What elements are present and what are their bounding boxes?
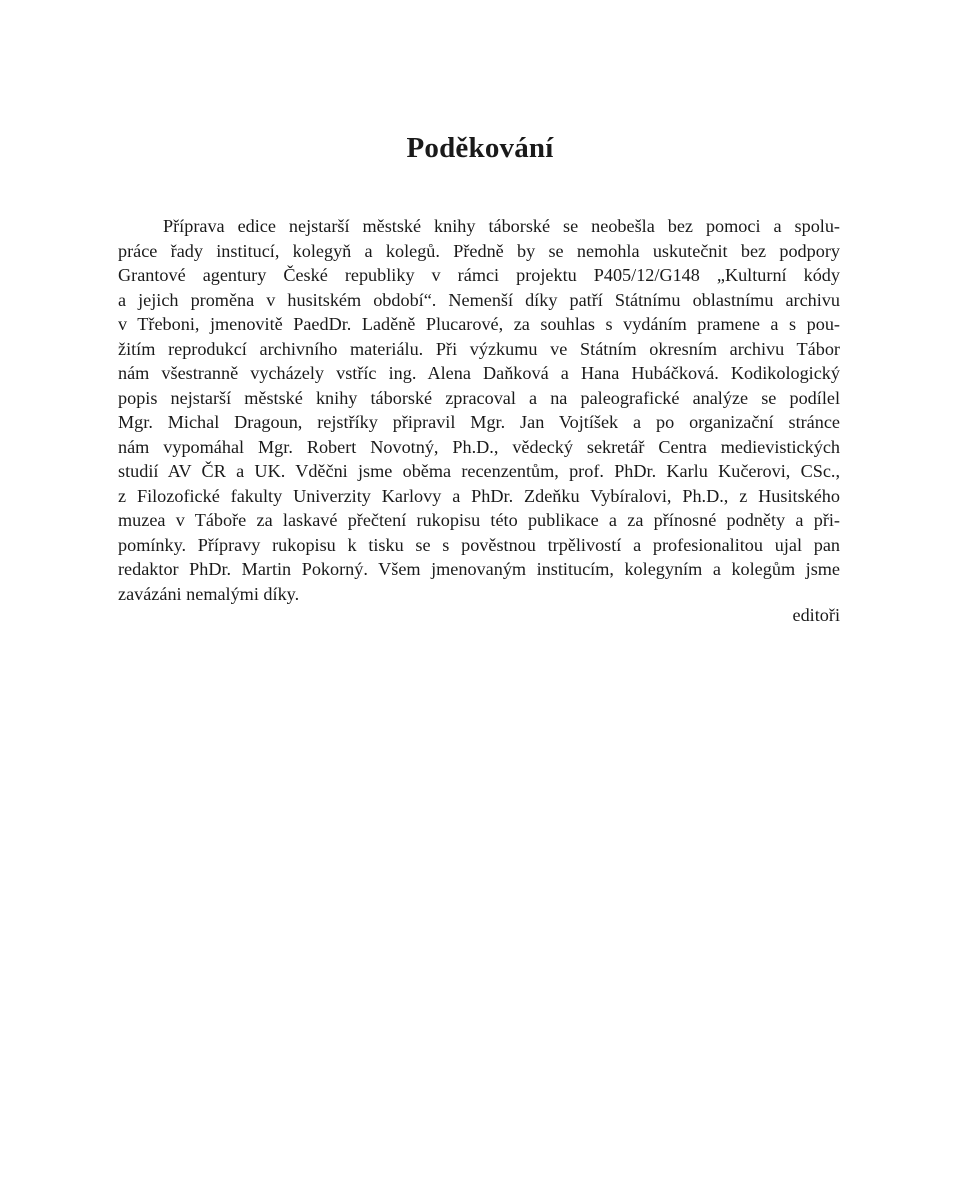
paragraph-line: žitím reprodukcí archivního materiálu. Při výzkumu ve Státním okresním archivu Tábor (118, 338, 840, 359)
paragraph-line: nám všestranně vycházely vstříc ing. Alena Daňková a Hana Hubáčková. Kodikologický (118, 363, 840, 383)
paragraph-line: muzea v Táboře za laskavé přečtení rukopisu této publikace a za přínosné podněty a při- (118, 510, 840, 530)
paragraph-line: zavázáni nemalými díky. (118, 583, 300, 604)
page-title: Poděkování (406, 132, 554, 164)
paragraph-line: nám vypomáhal Mgr. Robert Novotný, Ph.D., vědecký sekretář Centra medievistických (118, 436, 840, 457)
paragraph-line: a jejich proměna v husitském období“. Nemenší díky patří Státnímu oblastnímu archivu (118, 289, 840, 310)
paragraph-line: Příprava edice nejstarší městské knihy táborské se neobešla bez pomoci a spolu- (163, 216, 840, 236)
paragraph-line: v Třeboni, jmenovitě PaedDr. Laděně Plucarové, za souhlas s vydáním pramene a s pou- (118, 314, 840, 334)
paragraph-line: redaktor PhDr. Martin Pokorný. Všem jmenovaným institucím, kolegyním a kolegům jsme (118, 559, 840, 579)
signature: editoři (792, 605, 840, 625)
paragraph-line: pomínky. Přípravy rukopisu k tisku se s pověstnou trpělivostí a profesionalitou ujal pan (118, 534, 840, 555)
acknowledgement-paragraph (118, 214, 840, 606)
paragraph-line: Mgr. Michal Dragoun, rejstříky připravil Mgr. Jan Vojtíšek a po organizační stránce (118, 412, 840, 432)
paragraph-line: z Filozofické fakulty Univerzity Karlovy a PhDr. Zdeňku Vybíralovi, Ph.D., z Husitského (118, 485, 840, 506)
paragraph-line: Grantové agentury České republiky v rámci projektu P405/12/G148 „Kulturní kódy (118, 265, 840, 285)
paragraph-line: práce řady institucí, kolegyň a kolegů. Předně by se nemohla uskutečnit bez podpory (118, 240, 840, 261)
paragraph-line: popis nejstarší městské knihy táborské zpracoval a na paleografické analýze se podílel (118, 387, 840, 408)
paragraph-line: studií AV ČR a UK. Vděčni jsme oběma recenzentům, prof. PhDr. Karlu Kučerovi, CSc., (118, 461, 840, 481)
